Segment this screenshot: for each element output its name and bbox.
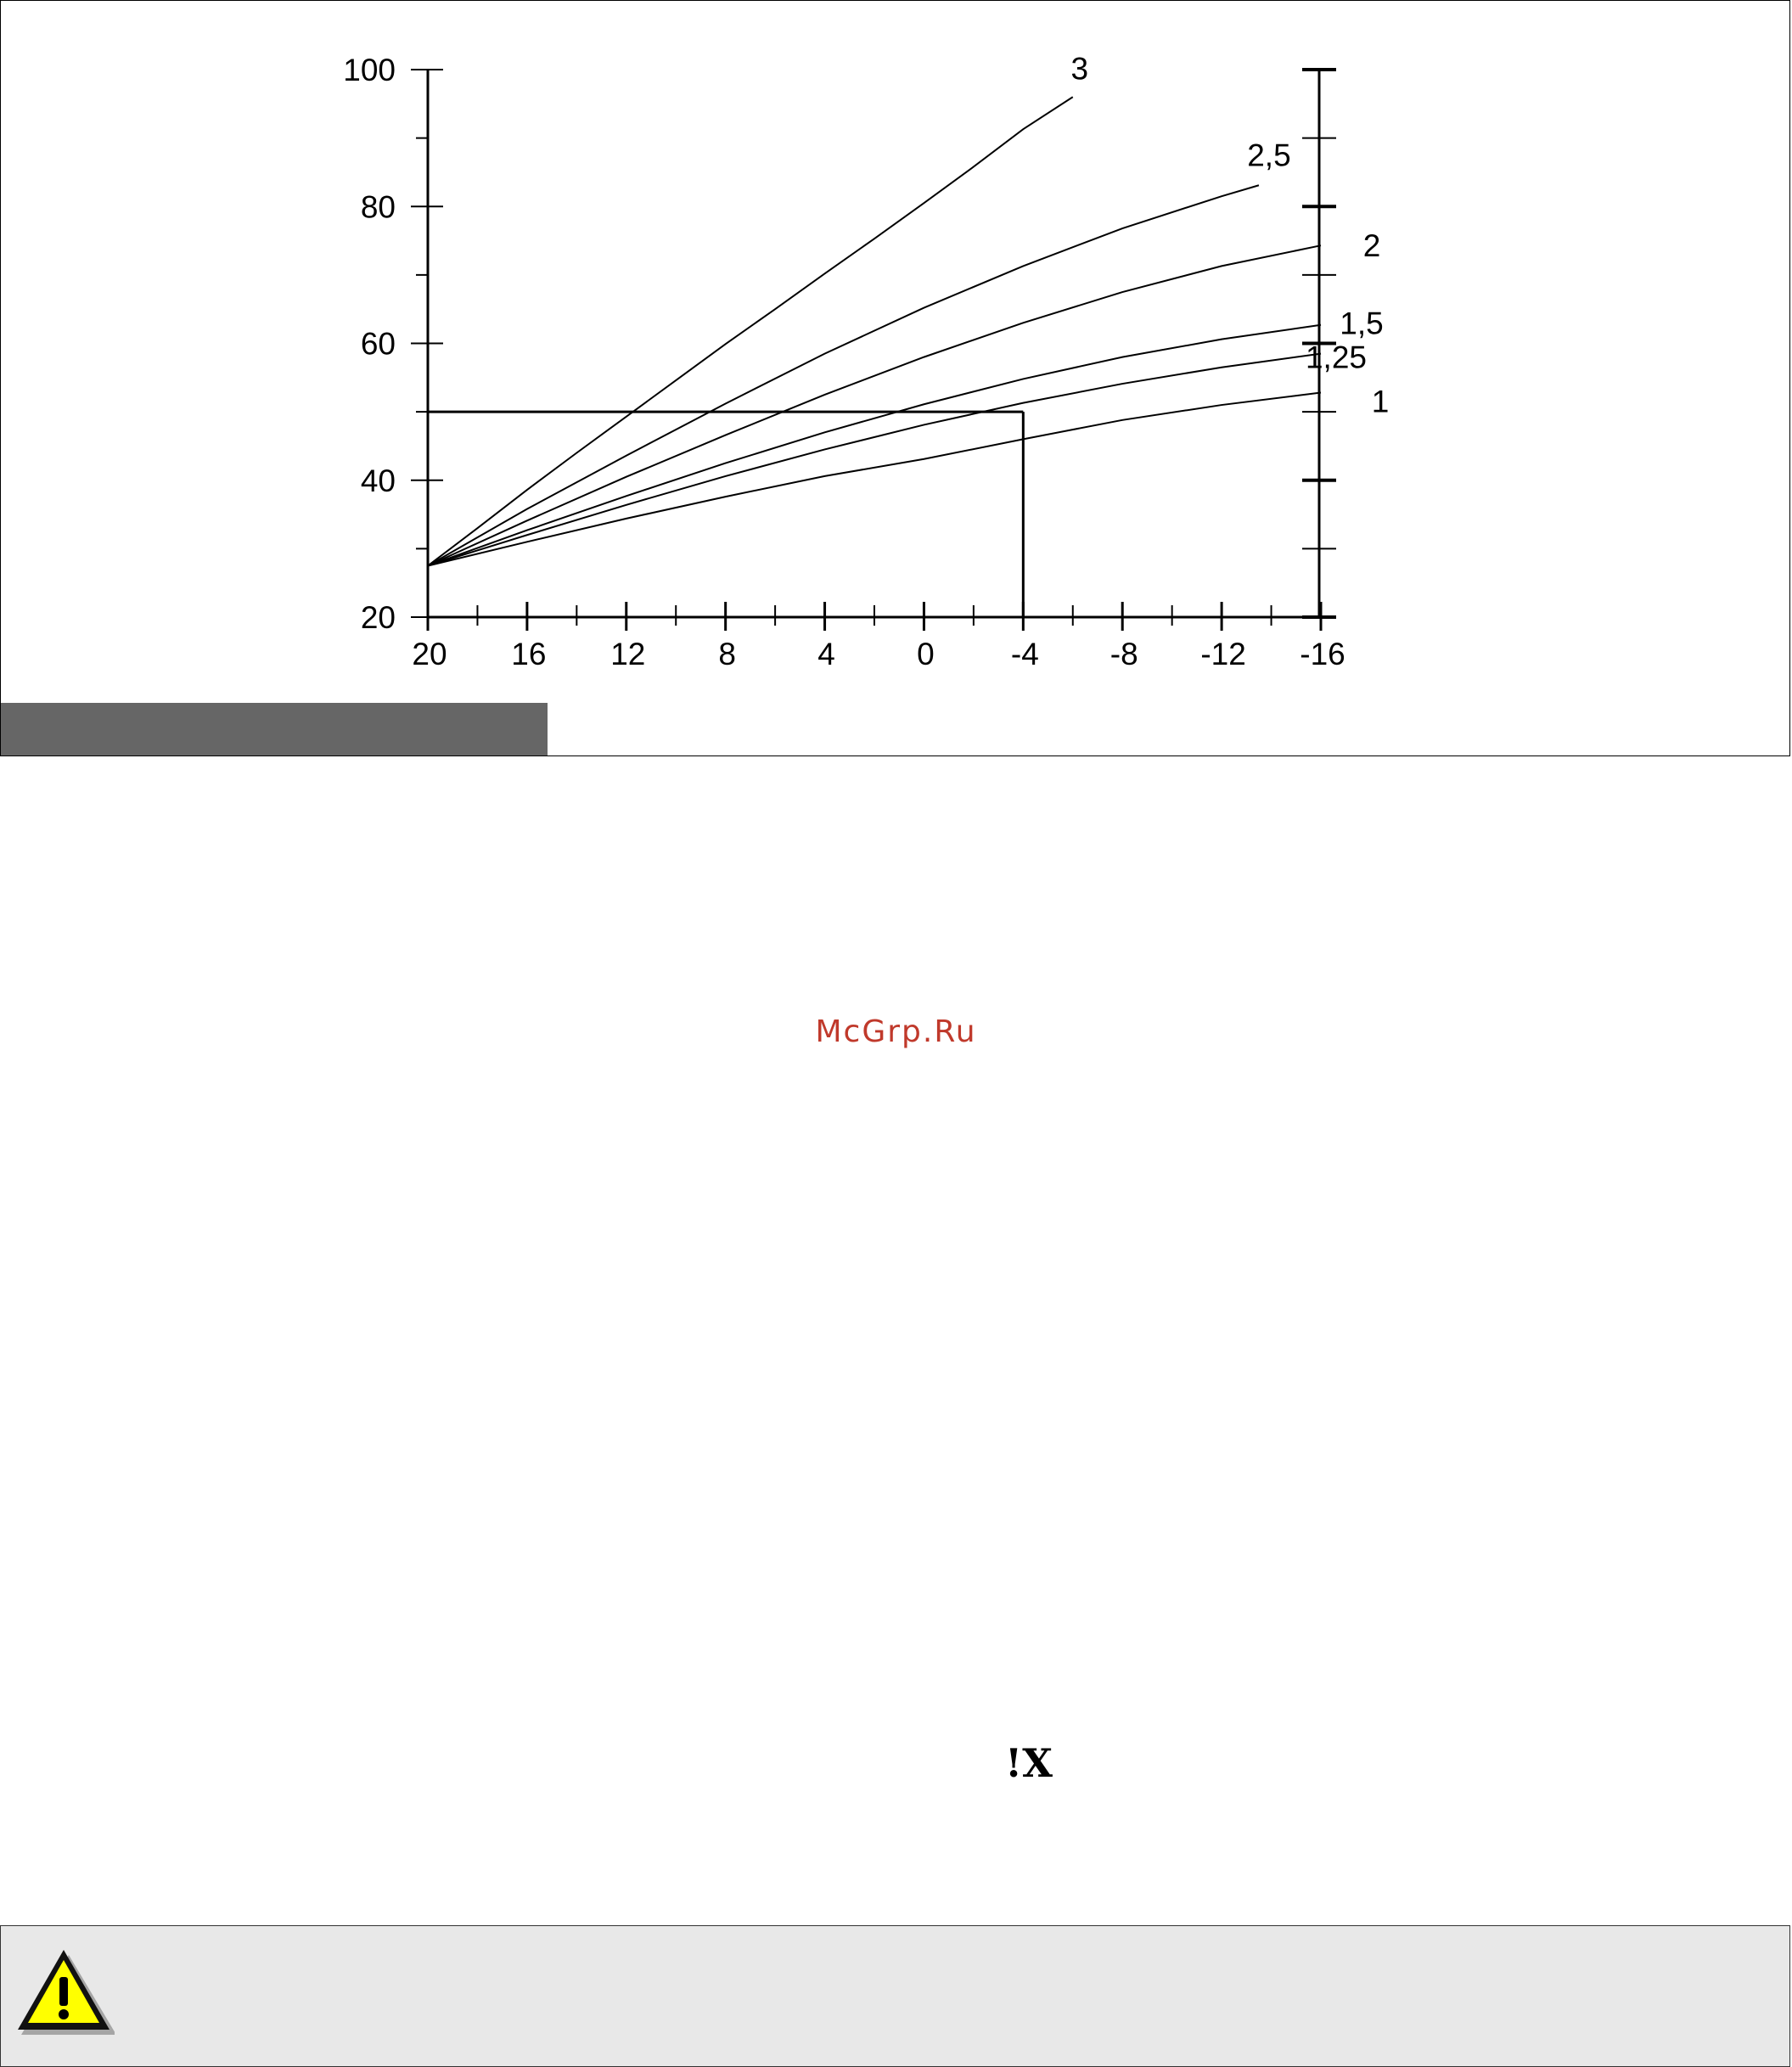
- x-tick-label: 8: [718, 637, 736, 671]
- glyph-mark: !X: [1005, 1740, 1053, 1786]
- series-label: 1: [1371, 384, 1390, 419]
- gray-bar: [1, 703, 548, 755]
- series-label: 1,5: [1340, 306, 1384, 341]
- x-tick-label: -12: [1200, 637, 1246, 671]
- warning-triangle-icon: [16, 1943, 115, 2038]
- chart-svg: [0, 0, 1792, 760]
- x-tick-label: -16: [1300, 637, 1345, 671]
- series-label: 2,5: [1247, 138, 1291, 173]
- x-tick-label: 4: [817, 637, 835, 671]
- series-label: 1,25: [1305, 340, 1368, 375]
- x-tick-label: 20: [412, 637, 447, 671]
- warning-panel: [0, 1925, 1790, 2067]
- x-tick-label: -8: [1109, 637, 1138, 671]
- x-tick-label: 0: [917, 637, 935, 671]
- series-label: 2: [1362, 228, 1381, 264]
- y-tick-label: 60: [360, 326, 396, 362]
- x-tick-label: -4: [1010, 637, 1039, 671]
- y-tick-label: 40: [360, 463, 396, 498]
- series-label: 3: [1070, 51, 1089, 87]
- x-tick-label: 12: [610, 637, 646, 671]
- series-line: [428, 97, 1073, 565]
- y-tick-label: 80: [360, 189, 396, 225]
- watermark: McGrp.Ru: [815, 1014, 977, 1049]
- x-tick-label: 16: [511, 637, 547, 671]
- y-tick-label: 100: [343, 53, 396, 87]
- series-line: [428, 325, 1321, 566]
- y-tick-label: 20: [360, 600, 396, 635]
